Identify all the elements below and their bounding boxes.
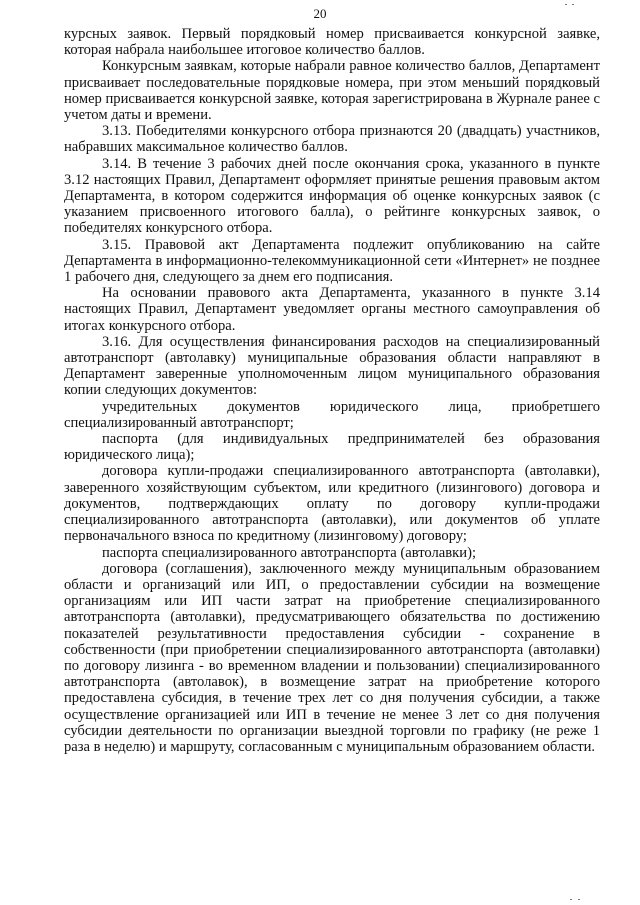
document-body [64,26,600,755]
page-number: 20 [313,6,327,21]
scan-speck [565,4,567,5]
list-item-sale-contract: договора купли-продажи специализированного автотранспорта (автолавки), заверенного хозяйствующим субъектом, или кредитного (лизингового) договора и документов, подтверждающих оплату по договору купли-продажи специализированного автотранспорта (автолавки), или документов об уплате первоначального взноса по кредитному (лизинговому) договору; [64,463,600,545]
paragraph-3-15: 3.15. Правовой акт Департамента подлежит опубликованию на сайте Департамента в информационно-телекоммуникационной сети «Интернет» не позднее 1 рабочего дня, следующего за днем его подписания. [64,236,600,286]
paragraph-notification: На основании правового акта Департамента, указанного в пункте 3.14 настоящих Правил, Департамент уведомляет органы местного самоуправления об итогах конкурсного отбора. [64,285,600,334]
list-item-passport: паспорта (для индивидуальных предпринимателей без образования юридического лица); [64,431,600,464]
scan-speck [572,4,574,5]
scan-speck [570,899,572,900]
paragraph-3-13: 3.13. Победителями конкурсного отбора признаются 20 (двадцать) участников, набравших максимальное количество баллов. [64,123,600,156]
list-item-agreement: договора (соглашения), заключенного между муниципальным образованием области и организаций или ИП, о предоставлении субсидии на возмещение организациям или ИП части затрат на приобретение специализированного автотранспорта (автолавки), предусматривающего обязательства по достижению показателей результативности предоставления субсидии - сохранение в собственности (при приобретении специализированного автотранспорта (автолавки) по договору лизинга - во временном владении и пользовании) специализированного автотранспорта (автолавок), в возмещение затрат на приобретение которого предоставлена субсидия, в течение трех лет со дня получения субсидии, а также осуществление организацией или ИП в течение не менее 3 лет со дня получения субсидии деятельности по организации выездной торговли по графику (не реже 1 раза в неделю) и маршруту, согласованным с муниципальным образованием области. [64,560,600,755]
paragraph-continuation: курсных заявок. Первый порядковый номер присваивается конкурсной заявке, которая набрала наибольшее итоговое количество баллов. [64,26,600,59]
list-item-vehicle-passport: паспорта специализированного автотранспорта (автолавки); [102,544,476,561]
paragraph-3-16: 3.16. Для осуществления финансирования расходов на специализированный автотранспорт (автолавку) муниципальные образования области направляют в Департамент заверенные уполномоченным лицом муниципального образования копии следующих документов: [64,333,600,399]
list-item-founding-documents: учредительных документов юридического лица, приобретшего специализированный автотранспорт; [64,398,600,431]
scan-speck [578,899,580,900]
paragraph-3-14: 3.14. В течение 3 рабочих дней после окончания срока, указанного в пункте 3.12 настоящих Правил, Департамент оформляет принятые решения правовым актом Департамента, в котором содержится информация об оценке конкурсных заявок (с указанием присвоенного итогового балла), о рейтинге конкурсных заявок, о победителях конкурсного отбора. [64,155,600,237]
paragraph-equal-scores: Конкурсным заявкам, которые набрали равное количество баллов, Департамент присваивает последовательные порядковые номера, при этом меньший порядковый номер присваивается конкурсной заявке, которая зарегистрирована в Журнале ранее с учетом даты и времени. [64,58,600,124]
